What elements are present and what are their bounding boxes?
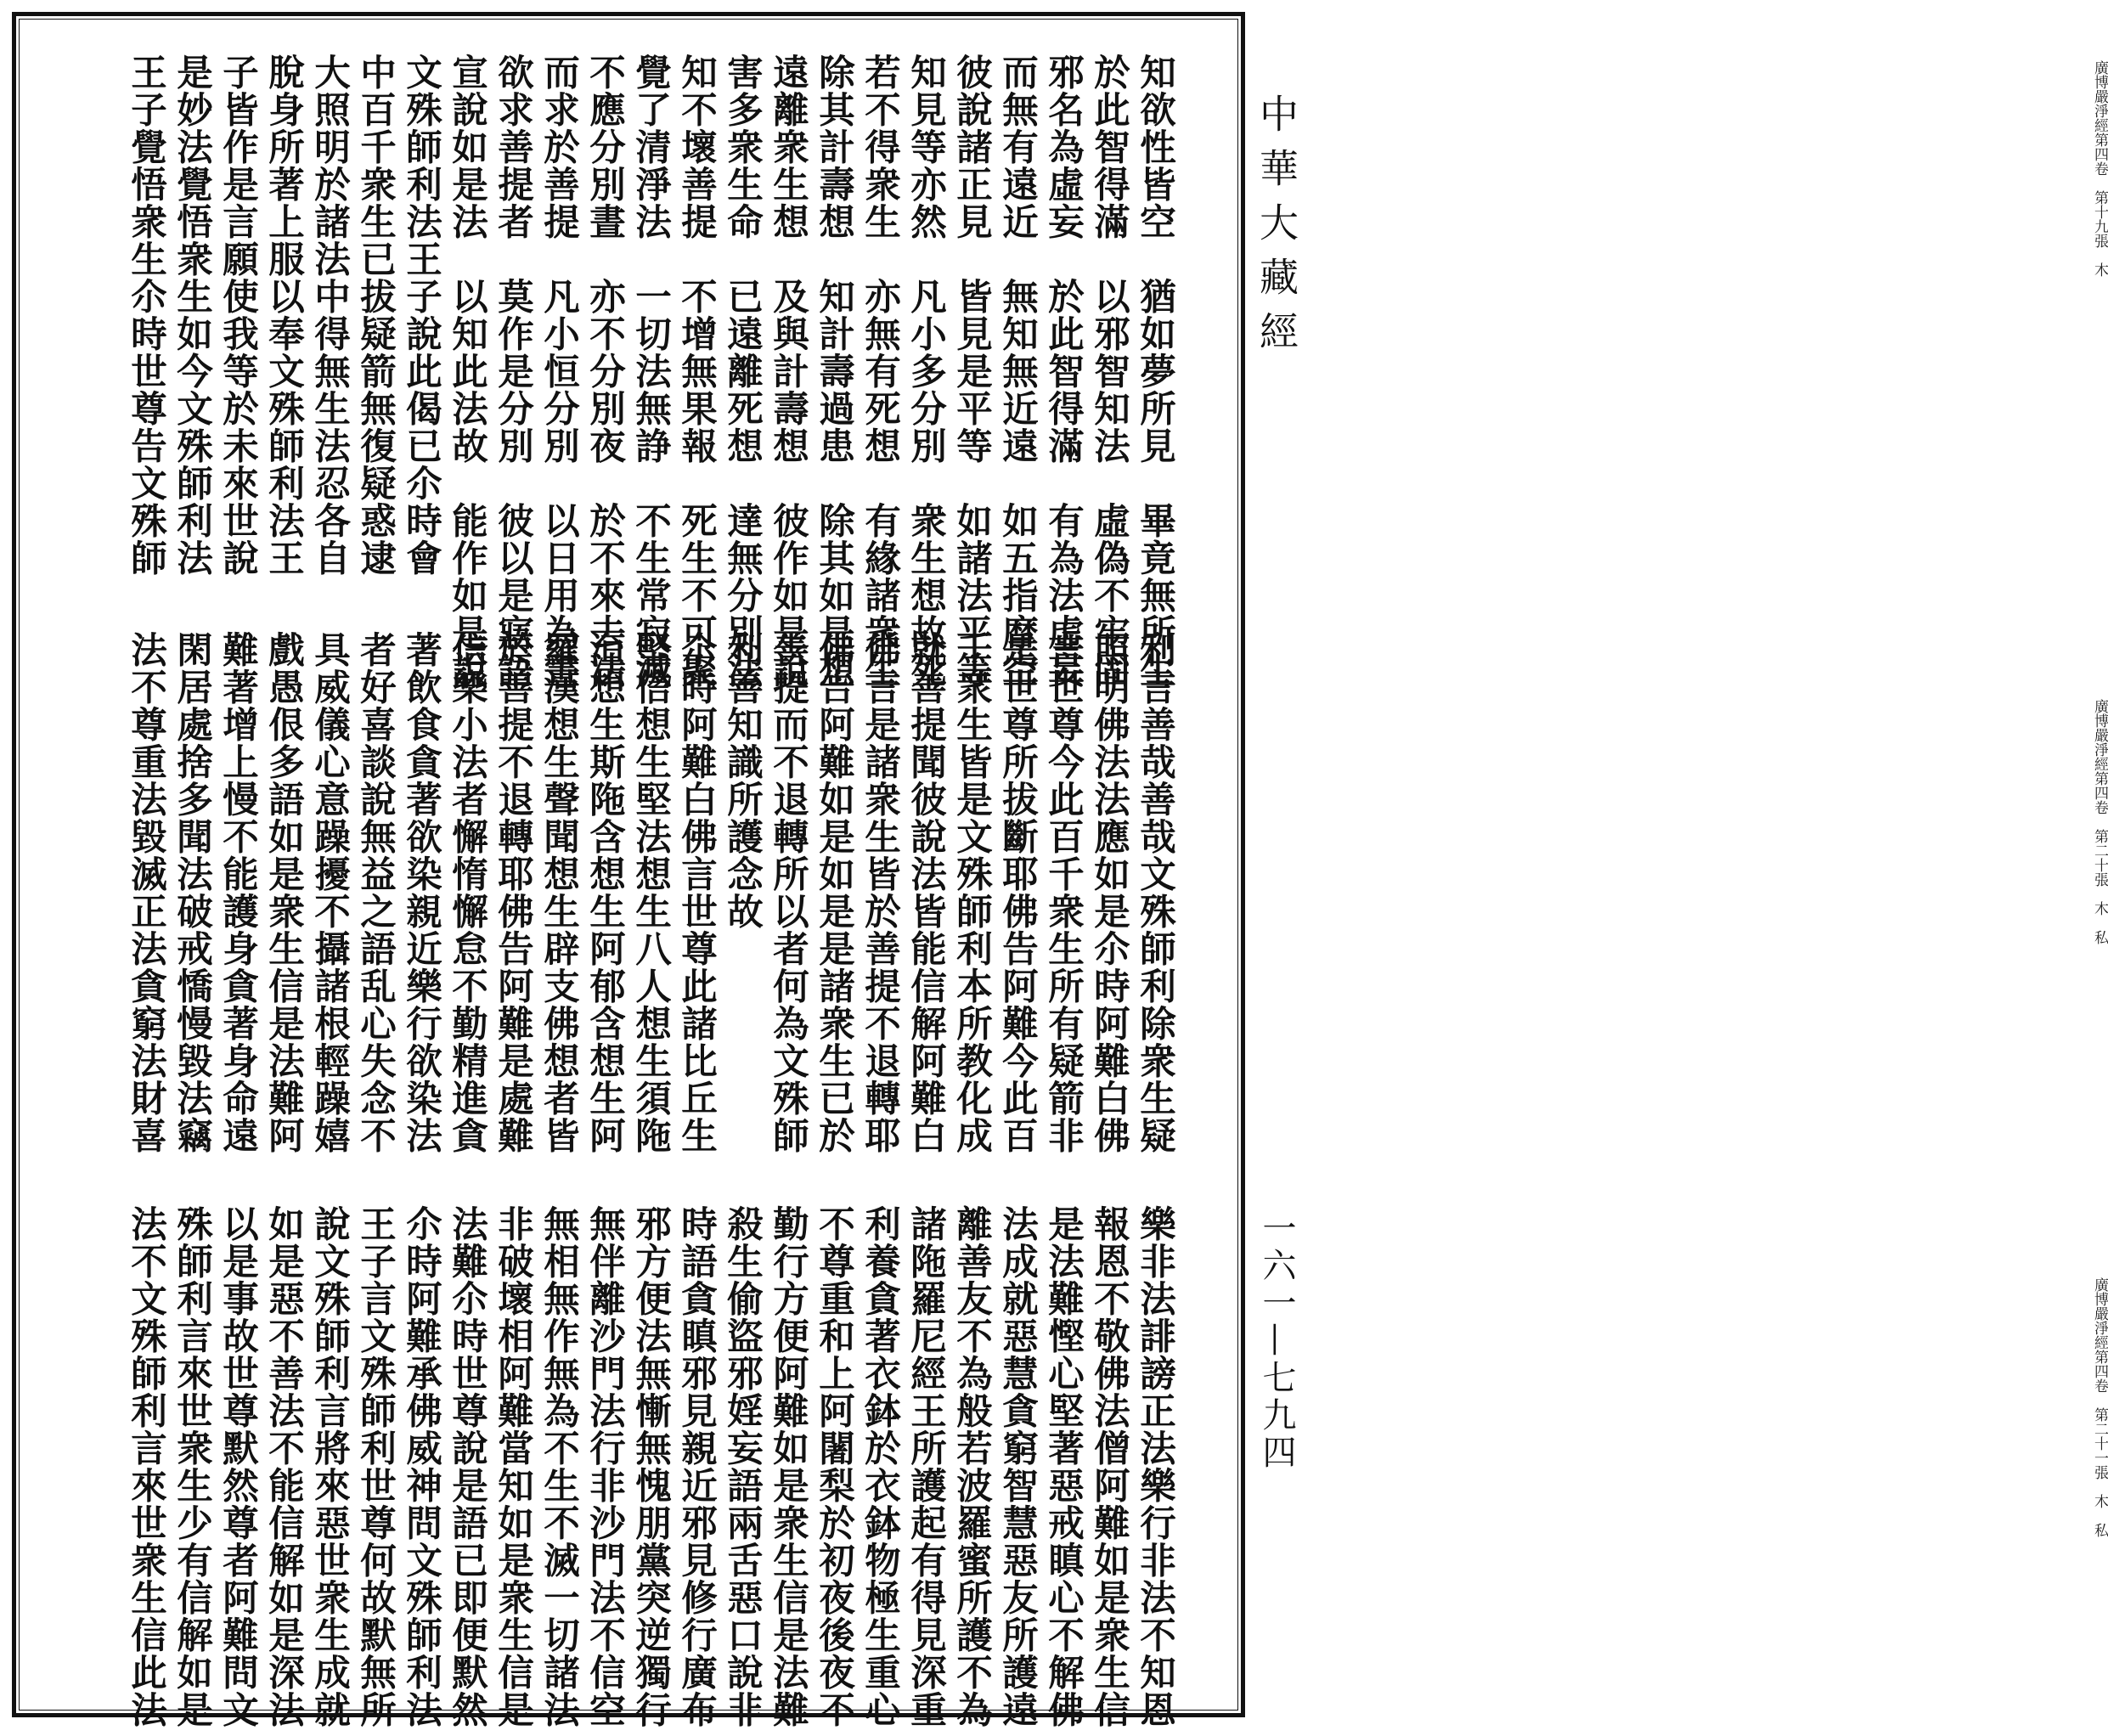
text-column: 報恩不敬佛法僧阿難如是衆生信 — [1088, 1205, 1130, 1728]
collection-title: 中華大藏經 — [1254, 93, 1299, 365]
text-column: 法難尒時世尊說是語已即便默然 — [446, 1205, 488, 1728]
text-column: 離善友不為般若波羅蜜所護不為 — [950, 1205, 993, 1728]
text-column: 佛言是諸衆生皆於善提不退轉耶 — [859, 631, 901, 1154]
text-column: 者好喜談說無益之語乱心失念不 — [354, 631, 397, 1154]
text-column: 戲愚佷多語如是衆生信是法難阿 — [262, 631, 305, 1154]
text-column: 法不文殊師利言來世衆生信此法 — [125, 1205, 167, 1728]
text-column: 王子言文殊師利世尊何故默無所 — [354, 1205, 397, 1728]
text-column: 是世尊所拔斷耶佛告阿難今此百 — [996, 631, 1039, 1154]
text-column: 時語貪瞋邪見親近邪見修行廣布 — [675, 1205, 718, 1728]
text-column: 堅信想生堅法想生八人想生須陁 — [629, 631, 672, 1154]
margin-note: 廣博嚴淨經第四卷 第二十一張 木 私 — [2091, 1277, 2108, 1537]
text-column: 於善提不退轉耶佛告阿難是處難 — [492, 631, 534, 1154]
text-column: 無相無作無為不生不滅一切諸法 — [538, 1205, 580, 1728]
text-column: 無伴離沙門法行非沙門法不信空 — [583, 1205, 626, 1728]
text-column: 利善知識所護念故 — [721, 631, 764, 930]
text-column: 利言善哉善哉文殊師利除衆生疑 — [1134, 631, 1176, 1154]
text-column: 除其計壽想 知計壽過患 除其如是想 — [813, 54, 855, 689]
text-column: 是妙法覺悟衆生如今文殊師利法 — [171, 54, 213, 577]
text-column: 害多衆生命 已遠離死想 達無分別法 — [721, 54, 764, 689]
text-column: 大照明於諸法中得無生法忍各自 — [308, 54, 351, 577]
text-column: 洹想生斯陁含想生阿郁含想生阿 — [583, 631, 626, 1154]
text-column: 知不壞善提 不增無果報 死生不可聚 — [675, 54, 718, 689]
text-columns — [123, 1171, 1237, 1728]
text-column: 是法難慳心堅著惡戒瞋心不解佛 — [1042, 1205, 1085, 1728]
text-column: 就善提聞彼說法皆能信解阿難白 — [905, 631, 947, 1154]
margin-note: 廣博嚴淨經第四卷 第二十張 木 私 — [2091, 699, 2108, 944]
text-column: 千衆生皆是文殊師利本所教化成 — [950, 631, 993, 1154]
text-column: 邪名為虛妄 於此智得滿 有為法虛妄 — [1042, 54, 1085, 689]
text-column: 脫身所著上服以奉文殊師利法王 — [262, 54, 305, 577]
text-column: 善提而不退轉所以者何為文殊師 — [767, 631, 809, 1154]
text-column: 殺生偷盜邪婬妄語兩舌惡口說非 — [721, 1205, 764, 1728]
text-column: 法不尊重法毀滅正法貪窮法財喜 — [125, 631, 167, 1154]
text-column: 中百千衆生已拔疑箭無復疑惑逮 — [354, 54, 397, 577]
text-column: 以是事故世尊默然尊者阿難問文 — [217, 1205, 259, 1728]
text-column: 如是惡不善法不能信解如是深法 — [262, 1205, 305, 1728]
text-column: 不應分別晝 亦不分別夜 於不來去法 — [583, 54, 626, 689]
text-column: 說文殊師利言將來惡世衆生成就 — [308, 1205, 351, 1728]
text-column: 難著增上慢不能護身貪著身命遠 — [217, 631, 259, 1154]
text-column: 閑居處捨多聞法破戒憍慢毀法竊 — [171, 631, 213, 1154]
text-column: 佛告阿難如是如是是諸衆生已於 — [813, 631, 855, 1154]
text-column: 欲求善提者 莫作是分別 彼以是寤語 — [492, 54, 534, 689]
text-column: 王子覺悟衆生尒時世尊告文殊師 — [125, 54, 167, 577]
text-column: 言世尊今此百千衆生所有疑箭非 — [1042, 631, 1085, 1154]
text-column: 知見等亦然 凡小多分別 衆生想故死 — [905, 54, 947, 689]
margin-note: 廣博嚴淨經第四卷 第十九張 木 — [2091, 60, 2108, 277]
text-column: 子皆作是言願使我等於未來世說 — [217, 54, 259, 577]
text-column: 覺了清淨法 一切法無諍 不生常寂滅 — [629, 54, 672, 689]
text-column: 尒時阿難白佛言世尊此諸比丘生 — [675, 631, 718, 1154]
text-column: 諸陁羅尼經王所護起有得見深重 — [905, 1205, 947, 1728]
text-column: 信樂小法者懈惰懈怠不勤精進貪 — [446, 631, 488, 1154]
text-column: 法成就惡慧貪窮智慧惡友所護遠 — [996, 1205, 1039, 1728]
text-column: 殊師利言來世衆生少有信解如是 — [171, 1205, 213, 1728]
text-column: 不尊重和上阿闍梨於初夜後夜不 — [813, 1205, 855, 1728]
text-column: 而求於善提 凡小恒分別 以日用為晝 — [538, 54, 580, 689]
text-column: 勤行方便阿難如是衆生信是法難 — [767, 1205, 809, 1728]
text-column: 羅漢想生聲聞想生辟支佛想者皆 — [538, 631, 580, 1154]
text-columns — [123, 20, 1237, 689]
text-column: 於此智得滿 以邪智知法 虛偽不牢固 — [1088, 54, 1130, 689]
text-columns — [123, 597, 1237, 1171]
text-column: 著飲食貪著欲染親近樂行欲染法 — [400, 631, 442, 1154]
text-column: 非破壞相阿難當知如是衆生信是 — [492, 1205, 534, 1728]
text-column: 照明佛法法應如是尒時阿難白佛 — [1088, 631, 1130, 1154]
text-column: 而無有遠近 無知無近遠 如五指摩空 — [996, 54, 1039, 689]
text-column: 尒時阿難承佛威神問文殊師利法 — [400, 1205, 442, 1728]
text-column: 樂非法誹謗正法樂行非法不知恩 — [1134, 1205, 1176, 1728]
text-column: 具威儀心意躁擾不攝諸根輕躁嬉 — [308, 631, 351, 1154]
text-column: 文殊師利法王子說此偈已尒時會 — [400, 54, 442, 577]
text-column: 邪方便法無慚無愧朋黨突逆獨行 — [629, 1205, 672, 1728]
page-number: 一六一—七九四 — [1257, 1210, 1296, 1472]
text-column: 若不得衆生 亦無有死想 有緣諸衆生 — [859, 54, 901, 689]
text-column: 利養貪著衣鉢於衣鉢物極生重心 — [859, 1205, 901, 1728]
text-column: 遠離衆生想 及與計壽想 彼作如是說 — [767, 54, 809, 689]
text-column: 彼說諸正見 皆見是平等 如諸法平等 — [950, 54, 993, 689]
text-column: 宣說如是法 以知此法故 能作如是說 — [446, 54, 488, 689]
text-column: 知欲性皆空 猶如夢所見 畢竟無所生 — [1134, 54, 1176, 689]
